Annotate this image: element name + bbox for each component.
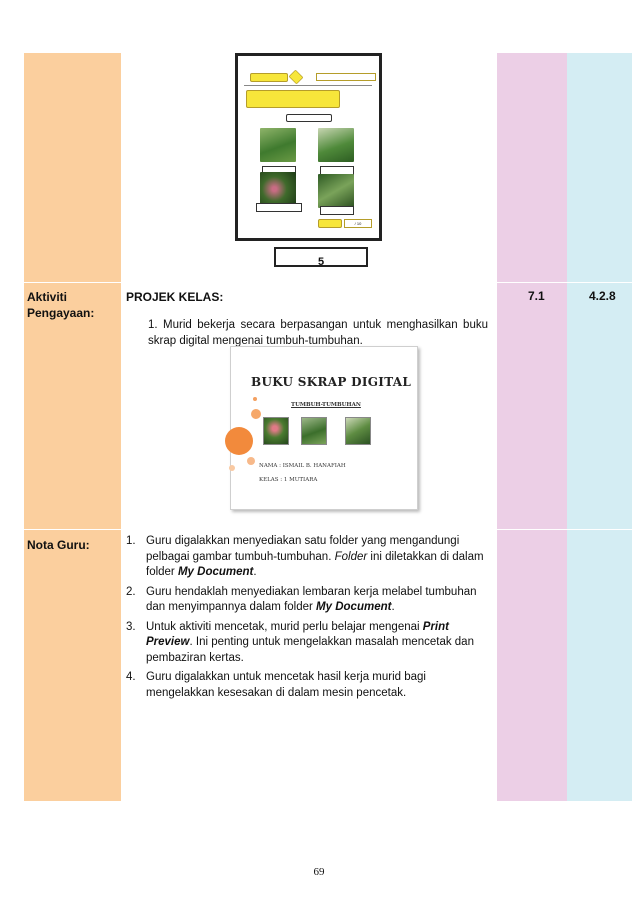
row-divider xyxy=(24,529,632,530)
note-number: 1. xyxy=(126,535,136,547)
note-text: . Ini penting untuk mengelakkan masalah mencetak dan pembaziran kertas. xyxy=(146,636,474,664)
std-cell-1b xyxy=(567,53,632,282)
row-label-pengayaan: Aktiviti Pengayaan: xyxy=(27,290,95,320)
std-cell-3b xyxy=(567,529,632,801)
note-text: My Document xyxy=(316,601,392,613)
worksheet-score: / 10 xyxy=(344,219,372,228)
note-text: Folder xyxy=(334,550,368,563)
note-text: Print Preview xyxy=(146,620,449,648)
scrapbook-name-line: NAMA : ISMAIL B. HANAFIAH xyxy=(259,463,346,469)
note-item xyxy=(126,620,488,667)
scrapbook-slide xyxy=(230,346,418,510)
section-heading: PROJEK KELAS: xyxy=(126,290,224,304)
row-divider xyxy=(24,282,632,283)
teacher-notes-list xyxy=(126,534,488,705)
note-text: Guru digalakkan untuk mencetak hasil kerja murid bagi mengelakkan kesesakan di dalam mesin pencetak. xyxy=(146,671,426,699)
page-number: 69 xyxy=(313,866,325,878)
std-cell-3a xyxy=(497,529,567,801)
note-number: 3. xyxy=(126,620,136,633)
note-text: . xyxy=(253,566,257,578)
note-number: 4. xyxy=(126,671,136,683)
note-number: 2. xyxy=(126,585,136,598)
note-item xyxy=(126,534,488,581)
scrapbook-subtitle: TUMBUH-TUMBUHAN xyxy=(291,402,361,408)
note-text: Guru digalakkan menyediakan satu folder yang mengandungi pelbagai gambar tumbuh-tumbuhan. xyxy=(146,535,460,563)
note-text: . xyxy=(391,601,395,613)
std-cell-2b xyxy=(567,282,632,529)
activity-item: 1. Murid bekerja secara berpasangan untuk menghasilkan buku skrap digital mengenai tumbuh-tumbuhan. xyxy=(148,319,488,347)
standard-code-1: 7.1 xyxy=(528,289,545,303)
std-cell-2a xyxy=(497,282,567,529)
std-cell-1a xyxy=(497,53,567,282)
note-item xyxy=(126,585,488,616)
note-text: Guru hendaklah menyediakan lembaran kerja melabel tumbuhan dan menyimpannya dalam folder xyxy=(146,585,477,613)
note-item xyxy=(126,670,488,701)
label-cell-1 xyxy=(24,53,121,282)
worksheet-page-label: 5 xyxy=(274,247,368,267)
standard-code-2: 4.2.8 xyxy=(589,289,616,303)
worksheet-thumbnail xyxy=(235,53,382,241)
row-label-nota-guru: Nota Guru: xyxy=(27,538,90,552)
label-cell-3 xyxy=(24,529,121,801)
note-text: My Document xyxy=(177,566,254,578)
scrapbook-class-line: KELAS : 1 MUTIARA xyxy=(259,477,318,483)
note-text: ini diletakkan di dalam folder xyxy=(146,550,484,578)
scrapbook-title: BUKU SKRAP DIGITAL xyxy=(251,375,412,389)
note-text: Untuk aktiviti mencetak, murid perlu belajar mengenai xyxy=(146,620,423,633)
